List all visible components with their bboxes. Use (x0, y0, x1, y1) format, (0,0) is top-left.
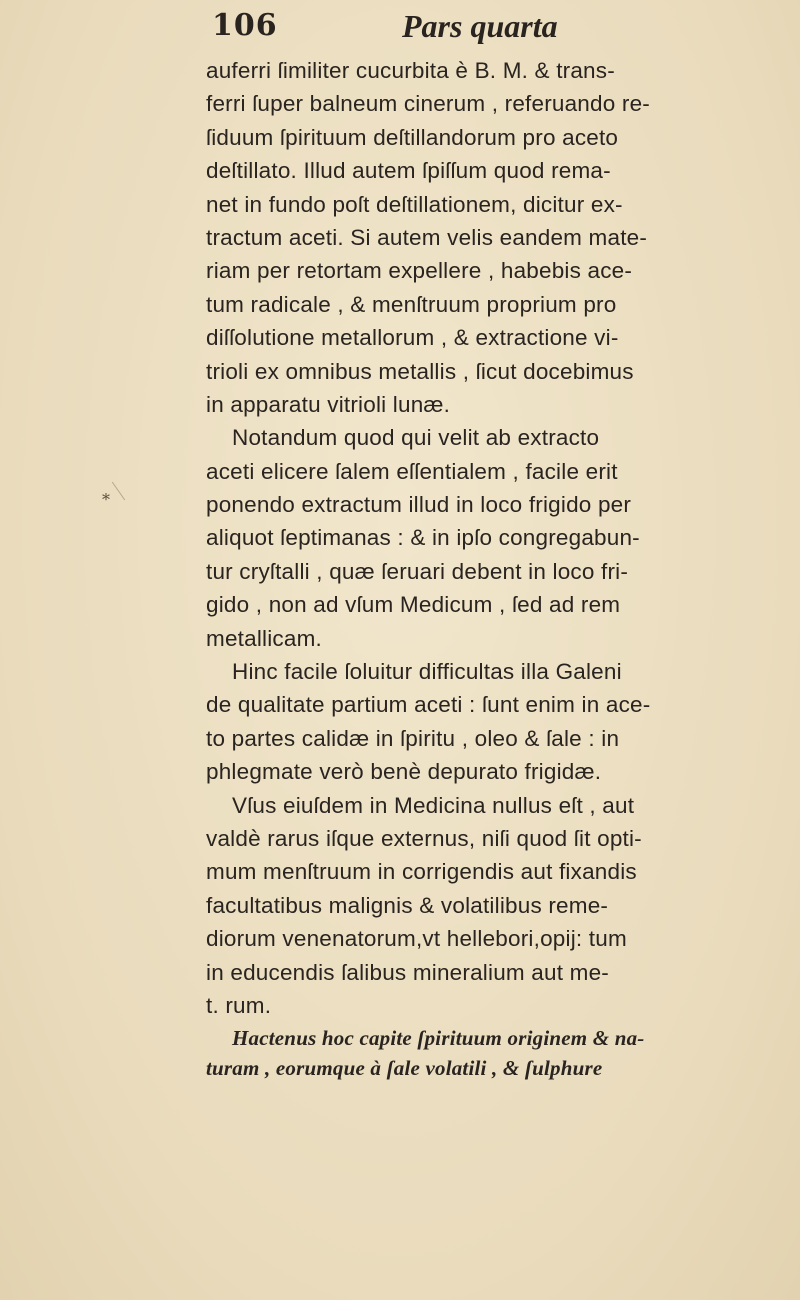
margin-stroke (112, 482, 125, 501)
text-line: riam per retortam expellere , habebis ace- (206, 258, 633, 284)
page-header (212, 8, 672, 58)
text-line: in educendis ſalibus mineralium aut me- (206, 959, 609, 985)
text-line: phlegmate verò benè depurato frigidæ. (206, 759, 602, 785)
text-line: tur cryſtalli , quæ ſeruari debent in loco fri- (206, 558, 629, 584)
text-line: gido , non ad vſum Medicum , ſed ad rem (206, 592, 621, 618)
body-text (206, 54, 766, 1082)
text-line: aceti elicere ſalem eſſentialem , facile erit (206, 458, 618, 484)
paragraph-start-line: Notandum quod qui velit ab extracto (232, 425, 600, 451)
text-line: net in fundo poſt deſtillationem, dicitur ex- (206, 191, 623, 217)
text-line: trioli ex omnibus metallis , ſicut docebimus (206, 358, 634, 384)
text-line: ferri ſuper balneum cinerum , referuando re- (206, 91, 651, 117)
margin-asterisk: * (102, 490, 110, 509)
text-line: auferri ſimiliter cucurbita è B. M. & trans- (206, 58, 615, 83)
text-line: diſſolutione metallorum , & extractione vi- (206, 325, 619, 351)
text-line: metallicam. (206, 625, 322, 651)
text-line: deſtillato. Illud autem ſpiſſum quod rema- (206, 158, 611, 184)
text-line: diorum venenatorum,vt hellebori,opij: tum (206, 926, 627, 952)
text-line: mum menſtruum in corrigendis aut fixandis (206, 859, 637, 885)
text-line: in apparatu vitrioli lunæ. (206, 391, 451, 417)
paragraph-start-line: Vſus eiuſdem in Medicina nullus eſt , aut (232, 792, 635, 818)
text-line: aliquot ſeptimanas : & in ipſo congregabun- (206, 525, 640, 551)
text-line: tum radicale , & menſtruum proprium pro (206, 291, 617, 317)
text-line: tractum aceti. Si autem velis eandem mate- (206, 224, 648, 250)
text-line: ponendo extractum illud in loco frigido per (206, 492, 632, 518)
paragraph-start-line: Hinc facile ſoluitur difficultas illa Galeni (232, 659, 622, 685)
page-number: 106 (212, 8, 278, 43)
text-line: t. rum. (206, 992, 272, 1018)
running-head: Pars quarta (402, 8, 558, 44)
text-line: to partes calidæ in ſpiritu , oleo & ſale : in (206, 725, 620, 751)
italic-summary-line: Hactenus hoc capite ſpirituum originem & na- (232, 1026, 645, 1051)
text-line: ſiduum ſpirituum deſtillandorum pro aceto (206, 124, 619, 150)
italic-summary-line: turam , eorumque à ſale volatili , & ſulphure (206, 1056, 603, 1081)
text-line: de qualitate partium aceti : ſunt enim in ace- (206, 692, 651, 718)
text-line: facultatibus malignis & volatilibus reme- (206, 892, 609, 918)
text-line: valdè rarus iſque externus, niſi quod ſit opti- (206, 825, 642, 851)
